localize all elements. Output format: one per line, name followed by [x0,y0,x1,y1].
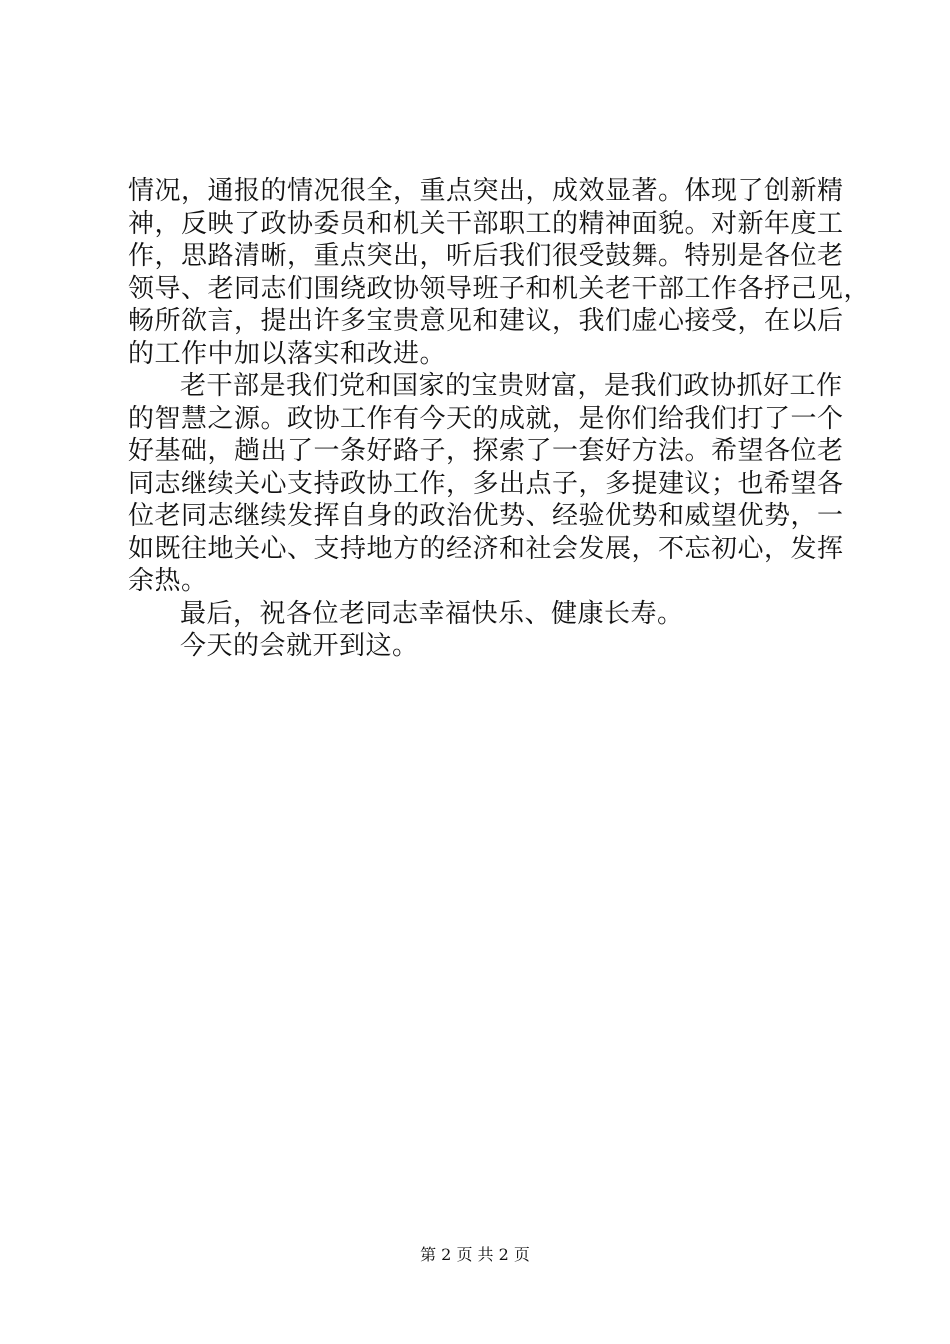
text-line: 好基础，趟出了一条好路子，探索了一套好方法。希望各位老 [128,436,844,466]
text-line: 老干部是我们党和国家的宝贵财富，是我们政协抓好工作 [180,371,843,401]
text-line: 如既往地关心、支持地方的经济和社会发展，不忘初心，发挥 [128,533,844,564]
text-line: 余热。 [128,566,208,596]
text-line: 的智慧之源。政协工作有今天的成就，是你们给我们打了一个 [128,403,844,434]
text-line: 畅所欲言，提出许多宝贵意见和建议，我们虚心接受，在以后 [128,306,844,336]
text-line: 神，反映了政协委员和机关干部职工的精神面貌。对新年度工 [128,208,844,239]
text-line: 领导、老同志们围绕政协领导班子和机关老干部工作各抒己见， [128,273,871,304]
text-line: 情况，通报的情况很全，重点突出，成效显著。体现了创新精 [128,176,844,206]
text-line: 今天的会就开到这。 [180,631,419,661]
text-line: 的工作中加以落实和改进。 [128,338,447,369]
page-number-footer: 第 2 页 共 2 页 [420,1245,530,1264]
text-line: 位老同志继续发挥自身的政治优势、经验优势和威望优势，一 [128,501,844,531]
text-line: 最后，祝各位老同志幸福快乐、健康长寿。 [180,598,684,629]
text-line: 同志继续关心支持政协工作，多出点子，多提建议；也希望各 [128,468,844,499]
body-text [128,175,871,663]
text-line: 作，思路清晰，重点突出，听后我们很受鼓舞。特别是各位老 [128,241,844,271]
